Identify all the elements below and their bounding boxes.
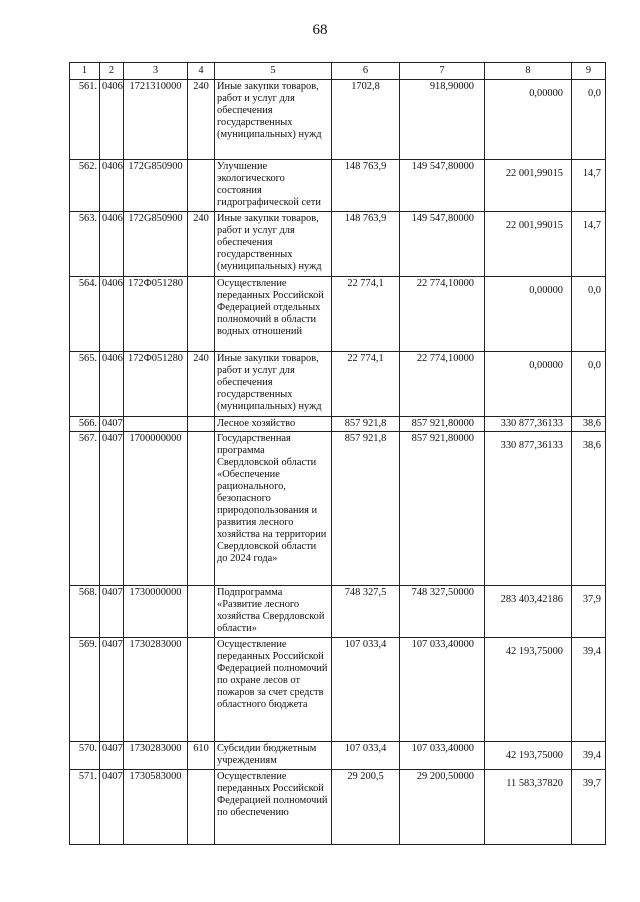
execution-percent-cell: 38,6 [572, 417, 606, 432]
planned-amount-cell: 22 774,1 [332, 277, 400, 352]
article-code-cell: 1730583000 [124, 770, 188, 845]
table-row [70, 586, 606, 638]
execution-percent-cell: 0,0 [572, 80, 606, 160]
expense-type-cell: 240 [188, 352, 215, 417]
approved-amount-cell: 857 921,80000 [400, 417, 485, 432]
expense-type-cell [188, 160, 215, 212]
item-name-cell: Осуществление переданных Российской Федерацией полномочий по обеспечению [215, 770, 332, 845]
item-name-cell: Осуществление переданных Российской Федерацией отдельных полномочий в области водных отношений [215, 277, 332, 352]
execution-percent-cell: 39,7 [572, 770, 606, 845]
item-name-cell: Иные закупки товаров, работ и услуг для обеспечения государственных (муниципальных) нужд [215, 212, 332, 277]
executed-amount-cell: 22 001,99015 [485, 160, 572, 212]
planned-amount-cell: 148 763,9 [332, 160, 400, 212]
table-row [70, 638, 606, 742]
table-row [70, 742, 606, 770]
executed-amount-cell: 330 877,36133 [485, 432, 572, 586]
article-code-cell: 1700000000 [124, 432, 188, 586]
approved-amount-cell: 149 547,80000 [400, 212, 485, 277]
expense-type-cell [188, 770, 215, 845]
execution-percent-cell: 0,0 [572, 277, 606, 352]
table-body [70, 80, 606, 845]
planned-amount-cell: 107 033,4 [332, 742, 400, 770]
approved-amount-cell: 22 774,10000 [400, 277, 485, 352]
table-row [70, 417, 606, 432]
approved-amount-cell: 22 774,10000 [400, 352, 485, 417]
row-number-cell: 569. [70, 638, 100, 742]
article-code-cell: 172Ф051280 [124, 352, 188, 417]
item-name-cell: Лесное хозяйство [215, 417, 332, 432]
table-row [70, 352, 606, 417]
planned-amount-cell: 857 921,8 [332, 432, 400, 586]
expense-type-cell [188, 638, 215, 742]
item-name-cell: Иные закупки товаров, работ и услуг для обеспечения государственных (муниципальных) нужд [215, 352, 332, 417]
column-header: 9 [572, 63, 606, 80]
row-number-cell: 566. [70, 417, 100, 432]
item-name-cell: Иные закупки товаров, работ и услуг для обеспечения государственных (муниципальных) нужд [215, 80, 332, 160]
column-header: 6 [332, 63, 400, 80]
expense-type-cell [188, 277, 215, 352]
row-number-cell: 563. [70, 212, 100, 277]
section-code-cell: 0407 [100, 638, 124, 742]
article-code-cell [124, 417, 188, 432]
approved-amount-cell: 748 327,50000 [400, 586, 485, 638]
row-number-cell: 565. [70, 352, 100, 417]
article-code-cell: 172G850900 [124, 212, 188, 277]
approved-amount-cell: 107 033,40000 [400, 742, 485, 770]
planned-amount-cell: 22 774,1 [332, 352, 400, 417]
section-code-cell: 0406 [100, 212, 124, 277]
approved-amount-cell: 857 921,80000 [400, 432, 485, 586]
section-code-cell: 0407 [100, 742, 124, 770]
executed-amount-cell: 0,00000 [485, 352, 572, 417]
row-number-cell: 561. [70, 80, 100, 160]
section-code-cell: 0406 [100, 80, 124, 160]
planned-amount-cell: 29 200,5 [332, 770, 400, 845]
execution-percent-cell: 0,0 [572, 352, 606, 417]
article-code-cell: 172G850900 [124, 160, 188, 212]
planned-amount-cell: 857 921,8 [332, 417, 400, 432]
table-row [70, 80, 606, 160]
executed-amount-cell: 42 193,75000 [485, 742, 572, 770]
item-name-cell: Осуществление переданных Российской Федерацией полномочий по охране лесов от пожаров за счет средств областного бюджета [215, 638, 332, 742]
planned-amount-cell: 748 327,5 [332, 586, 400, 638]
article-code-cell: 1730283000 [124, 742, 188, 770]
table-row [70, 770, 606, 845]
section-code-cell: 0407 [100, 417, 124, 432]
executed-amount-cell: 283 403,42186 [485, 586, 572, 638]
table-header-row [70, 63, 606, 80]
execution-percent-cell: 39,4 [572, 638, 606, 742]
item-name-cell: Улучшение экологического состояния гидрографической сети [215, 160, 332, 212]
table-row [70, 277, 606, 352]
row-number-cell: 568. [70, 586, 100, 638]
approved-amount-cell: 918,90000 [400, 80, 485, 160]
row-number-cell: 570. [70, 742, 100, 770]
execution-percent-cell: 14,7 [572, 160, 606, 212]
article-code-cell: 1721310000 [124, 80, 188, 160]
expense-type-cell: 610 [188, 742, 215, 770]
approved-amount-cell: 149 547,80000 [400, 160, 485, 212]
column-header: 4 [188, 63, 215, 80]
execution-percent-cell: 14,7 [572, 212, 606, 277]
executed-amount-cell: 22 001,99015 [485, 212, 572, 277]
expense-type-cell [188, 417, 215, 432]
executed-amount-cell: 330 877,36133 [485, 417, 572, 432]
column-header: 3 [124, 63, 188, 80]
expense-type-cell: 240 [188, 80, 215, 160]
section-code-cell: 0407 [100, 432, 124, 586]
expense-type-cell [188, 432, 215, 586]
column-header: 5 [215, 63, 332, 80]
item-name-cell: Подпрограмма «Развитие лесного хозяйства Свердловской области» [215, 586, 332, 638]
execution-percent-cell: 37,9 [572, 586, 606, 638]
expense-type-cell: 240 [188, 212, 215, 277]
executed-amount-cell: 11 583,37820 [485, 770, 572, 845]
article-code-cell: 1730283000 [124, 638, 188, 742]
executed-amount-cell: 0,00000 [485, 277, 572, 352]
expense-type-cell [188, 586, 215, 638]
column-header: 1 [70, 63, 100, 80]
execution-percent-cell: 38,6 [572, 432, 606, 586]
section-code-cell: 0407 [100, 770, 124, 845]
section-code-cell: 0406 [100, 277, 124, 352]
section-code-cell: 0406 [100, 160, 124, 212]
item-name-cell: Государственная программа Свердловской области «Обеспечение рационального, безопасного природопользования и развития лесного хозяйства на территории Свердловской области до 2024 года» [215, 432, 332, 586]
row-number-cell: 564. [70, 277, 100, 352]
section-code-cell: 0407 [100, 586, 124, 638]
row-number-cell: 567. [70, 432, 100, 586]
execution-percent-cell: 39,4 [572, 742, 606, 770]
article-code-cell: 1730000000 [124, 586, 188, 638]
table-row [70, 432, 606, 586]
table-row [70, 160, 606, 212]
approved-amount-cell: 29 200,50000 [400, 770, 485, 845]
row-number-cell: 571. [70, 770, 100, 845]
planned-amount-cell: 148 763,9 [332, 212, 400, 277]
approved-amount-cell: 107 033,40000 [400, 638, 485, 742]
item-name-cell: Субсидии бюджетным учреждениям [215, 742, 332, 770]
executed-amount-cell: 0,00000 [485, 80, 572, 160]
section-code-cell: 0406 [100, 352, 124, 417]
row-number-cell: 562. [70, 160, 100, 212]
column-header: 7 [400, 63, 485, 80]
article-code-cell: 172Ф051280 [124, 277, 188, 352]
planned-amount-cell: 1702,8 [332, 80, 400, 160]
budget-table [69, 62, 606, 845]
table-row [70, 212, 606, 277]
column-header: 2 [100, 63, 124, 80]
planned-amount-cell: 107 033,4 [332, 638, 400, 742]
column-header: 8 [485, 63, 572, 80]
page-number: 68 [312, 22, 328, 38]
executed-amount-cell: 42 193,75000 [485, 638, 572, 742]
